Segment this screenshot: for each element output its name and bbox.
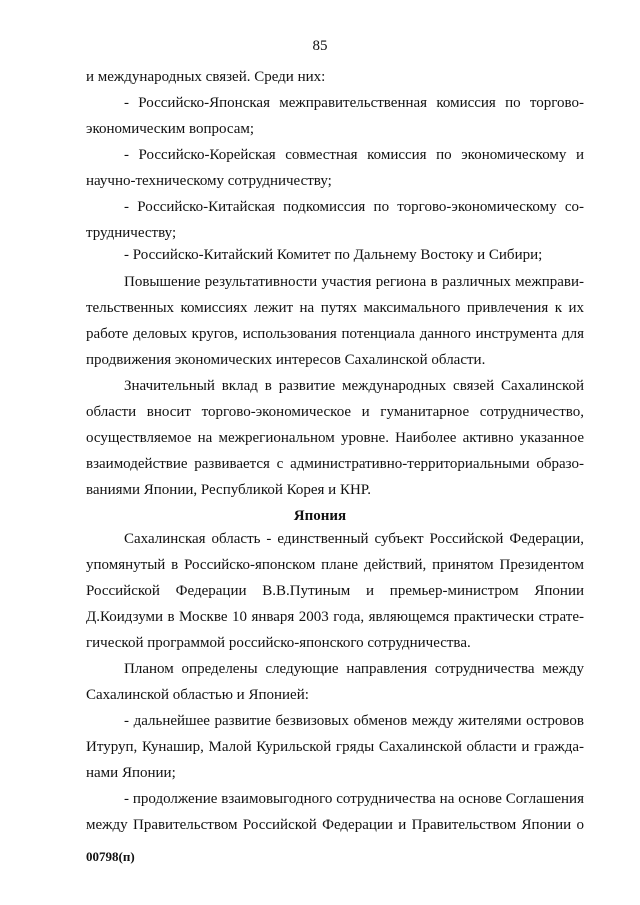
text-line: научно-техническому сотрудничеству;: [86, 173, 332, 189]
text-line: взаимодействие развивается с административно-территориальными образо-: [86, 456, 584, 472]
text-line: Планом определены следующие направления сотрудничества между: [124, 661, 584, 677]
text-line: работе деловых кругов, использования потенциала данного инструмента для: [86, 326, 584, 342]
text-line: - Российско-Китайский Комитет по Дальнему Востоку и Сибири;: [124, 247, 543, 263]
text-line: - Российско-Японская межправительственная комиссия по торгово-: [124, 95, 584, 111]
text-line: Сахалинской областью и Японией:: [86, 687, 309, 703]
text-line: области вносит торгово-экономическое и гуманитарное сотрудничество,: [86, 404, 584, 420]
text-line: гической программой российско-японского сотрудничества.: [86, 635, 471, 651]
text-line: и международных связей. Среди них:: [86, 69, 326, 85]
text-line: тельственных комиссиях лежит на путях максимального привлечения к их: [86, 300, 584, 316]
text-line: осуществляемое на межрегиональном уровне. Наиболее активно указанное: [86, 430, 584, 446]
text-line: Д.Коидзуми в Москве 10 января 2003 года, являющемся практически страте-: [86, 609, 584, 625]
text-line: Значительный вклад в развитие международных связей Сахалинской: [124, 378, 584, 394]
section-heading: Япония: [293, 508, 347, 524]
text-line: нами Японии;: [86, 765, 176, 781]
text-line: - Российско-Китайская подкомиссия по торгово-экономическому со-: [124, 199, 584, 215]
text-line: экономическим вопросам;: [86, 121, 255, 137]
text-line: Российской Федерации В.В.Путиным и премьер-министром Японии: [86, 583, 584, 599]
text-line: продвижения экономических интересов Сахалинской области.: [86, 352, 486, 368]
page-number: 85: [312, 38, 328, 54]
document-code: 00798(п): [86, 849, 135, 864]
text-line: Повышение результативности участия региона в различных межправи-: [124, 274, 584, 290]
text-line: - Российско-Корейская совместная комиссия по экономическому и: [124, 147, 584, 163]
text-line: - дальнейшее развитие безвизовых обменов между жителями островов: [124, 713, 584, 729]
text-line: ваниями Японии, Республикой Корея и КНР.: [86, 482, 372, 498]
text-line: упомянутый в Российско-японском плане действий, принятом Президентом: [86, 557, 584, 573]
text-line: - продолжение взаимовыгодного сотрудничества на основе Соглашения: [124, 791, 584, 807]
text-line: между Правительством Российской Федерации и Правительством Японии о: [86, 817, 584, 833]
text-line: трудничеству;: [86, 225, 177, 241]
text-line: Сахалинская область - единственный субъект Российской Федерации,: [124, 531, 584, 547]
text-line: Итуруп, Кунашир, Малой Курильской гряды Сахалинской области и гражда-: [86, 739, 584, 755]
